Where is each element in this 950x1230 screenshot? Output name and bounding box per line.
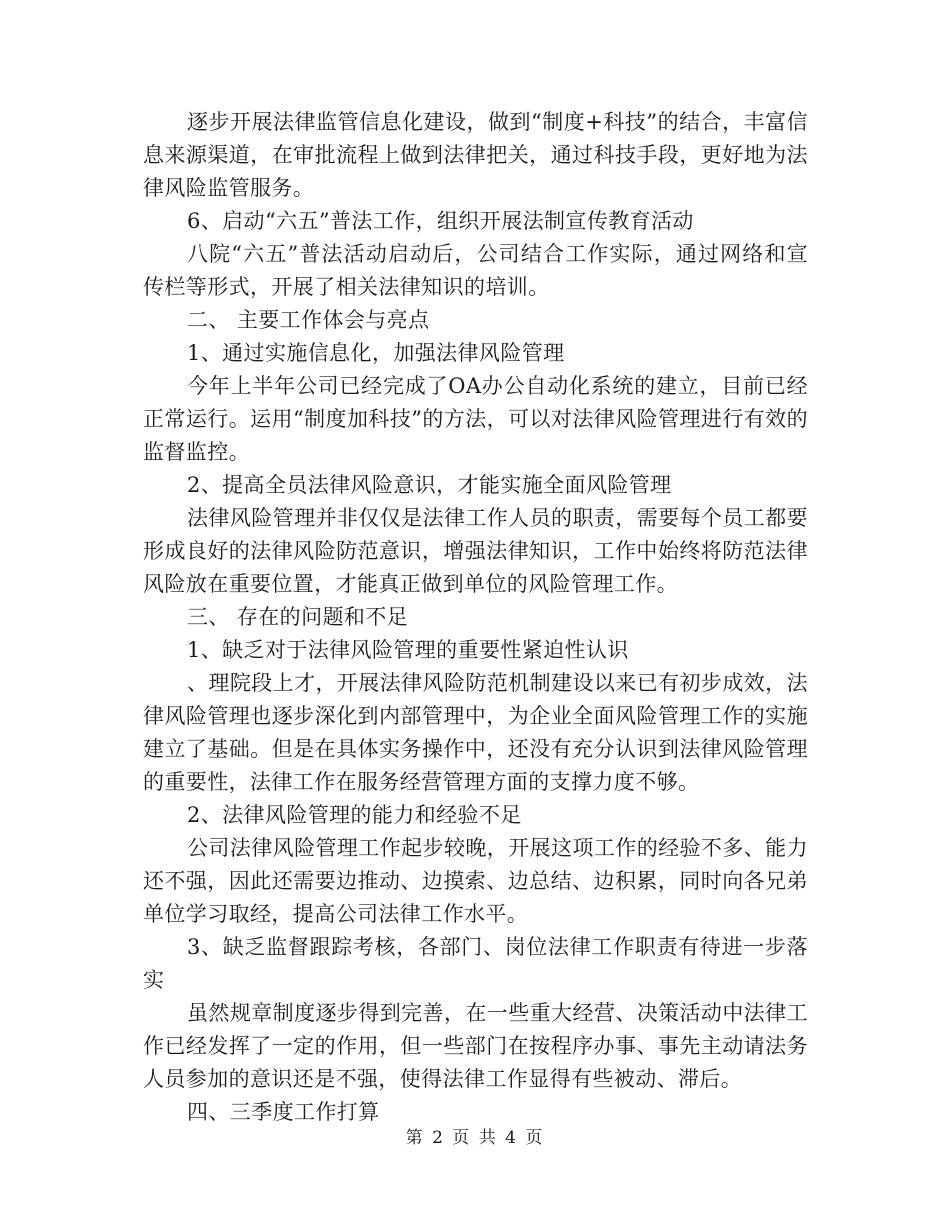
section-subheading: 6、启动“六五”普法工作，组织开展法制宣传教育活动 xyxy=(187,209,694,233)
document-body xyxy=(143,106,808,1129)
paragraph: 法律风险管理并非仅仅是法律工作人员的职责，需要每个员工都要形成良好的法律风险防范意识，增强法律知识，工作中始终将防范法律风险放在重要位置，才能真正做到单位的风险管理工作。 xyxy=(143,506,808,596)
paragraph: 今年上半年公司已经完成了OA办公自动化系统的建立，目前已经正常运行。运用“制度加科技”的方法，可以对法律风险管理进行有效的监督监控。 xyxy=(143,374,808,464)
section-subheading: 2、提高全员法律风险意识，才能实施全面风险管理 xyxy=(187,473,672,497)
paragraph: 公司法律风险管理工作起步较晚，开展这项工作的经验不多、能力还不强，因此还需要边推动、边摸索、边总结、边积累，同时向各兄弟单位学习取经，提高公司法律工作水平。 xyxy=(143,836,808,926)
paragraph: 逐步开展法律监管信息化建设，做到“制度+科技”的结合，丰富信息来源渠道，在审批流程上做到法律把关，通过科技手段，更好地为法律风险监管服务。 xyxy=(143,110,808,200)
paragraph: 、理院段上才，开展法律风险防范机制建设以来已有初步成效，法律风险管理也逐步深化到内部管理中，为企业全面风险管理工作的实施建立了基础。但是在具体实务操作中，还没有充分认识到法律风险管理的重要性，法律工作在服务经营管理方面的支撑力度不够。 xyxy=(143,671,808,794)
section-heading: 二、 主要工作体会与亮点 xyxy=(187,308,430,332)
section-heading: 三、 存在的问题和不足 xyxy=(187,605,409,629)
section-subheading: 1、通过实施信息化，加强法律风险管理 xyxy=(187,341,565,365)
section-subheading: 3、缺乏监督跟踪考核，各部门、岗位法律工作职责有待进一步落实 xyxy=(143,935,808,992)
paragraph: 八院“六五”普法活动启动后，公司结合工作实际，通过网络和宣传栏等形式，开展了相关法律知识的培训。 xyxy=(143,242,808,299)
paragraph: 虽然规章制度逐步得到完善，在一些重大经营、决策活动中法律工作已经发挥了一定的作用，但一些部门在按程序办事、事先主动请法务人员参加的意识还是不强，使得法律工作显得有些被动、滞后。 xyxy=(143,1001,808,1091)
section-heading: 四、三季度工作打算 xyxy=(187,1100,380,1124)
section-subheading: 2、法律风险管理的能力和经验不足 xyxy=(187,803,522,827)
section-subheading: 1、缺乏对于法律风险管理的重要性紧迫性认识 xyxy=(187,638,629,662)
page-footer: 第 2 页 共 4 页 xyxy=(405,1128,545,1148)
